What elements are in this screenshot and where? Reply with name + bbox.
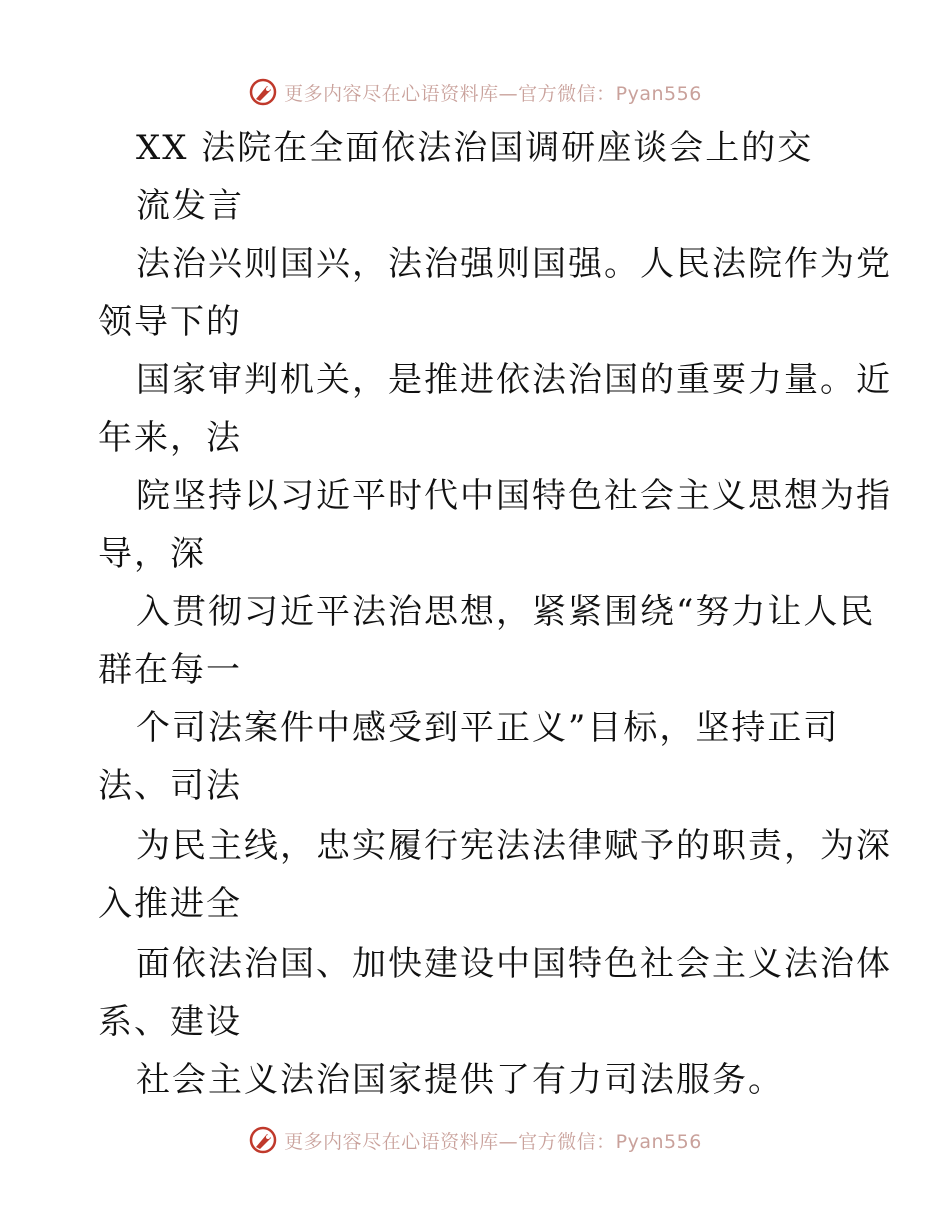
pen-nib-circle-icon	[248, 1125, 278, 1155]
watermark-text: 更多内容尽在心语资料库—官方微信：Pyan556	[284, 1130, 702, 1153]
paragraph-line: 国家审判机关，是推进依法治国的重要力量。近	[136, 360, 892, 400]
paragraph-line: 社会主义法治国家提供了有力司法服务。	[136, 1060, 784, 1100]
header-watermark	[0, 72, 950, 112]
paragraph-line: 面依法治国、加快建设中国特色社会主义法治体	[136, 944, 892, 984]
paragraph-line: 领导下的	[98, 302, 242, 342]
paragraph-line: 群在每一	[98, 650, 242, 690]
paragraph-line: 导，深	[98, 534, 206, 574]
paragraph-line: 法、司法	[98, 766, 242, 806]
document-title-line-1: XX 法院在全面依法治国调研座谈会上的交	[136, 128, 814, 168]
paragraph-line: 入推进全	[98, 884, 242, 924]
paragraph-line: 年来，法	[98, 418, 242, 458]
paragraph-line: 入贯彻习近平法治思想，紧紧围绕“努力让人民	[136, 592, 876, 632]
document-title-line-2: 流发言	[136, 186, 244, 226]
paragraph-line: 法治兴则国兴，法治强则国强。人民法院作为党	[136, 244, 892, 284]
watermark-text: 更多内容尽在心语资料库—官方微信：Pyan556	[284, 82, 702, 105]
footer-watermark	[0, 1120, 950, 1160]
paragraph-line: 为民主线，忠实履行宪法法律赋予的职责，为深	[136, 826, 892, 866]
paragraph-line: 个司法案件中感受到平正义”目标，坚持正司	[136, 708, 840, 748]
paragraph-line: 系、建设	[98, 1002, 242, 1042]
paragraph-line: 院坚持以习近平时代中国特色社会主义思想为指	[136, 476, 892, 516]
pen-nib-circle-icon	[248, 77, 278, 107]
